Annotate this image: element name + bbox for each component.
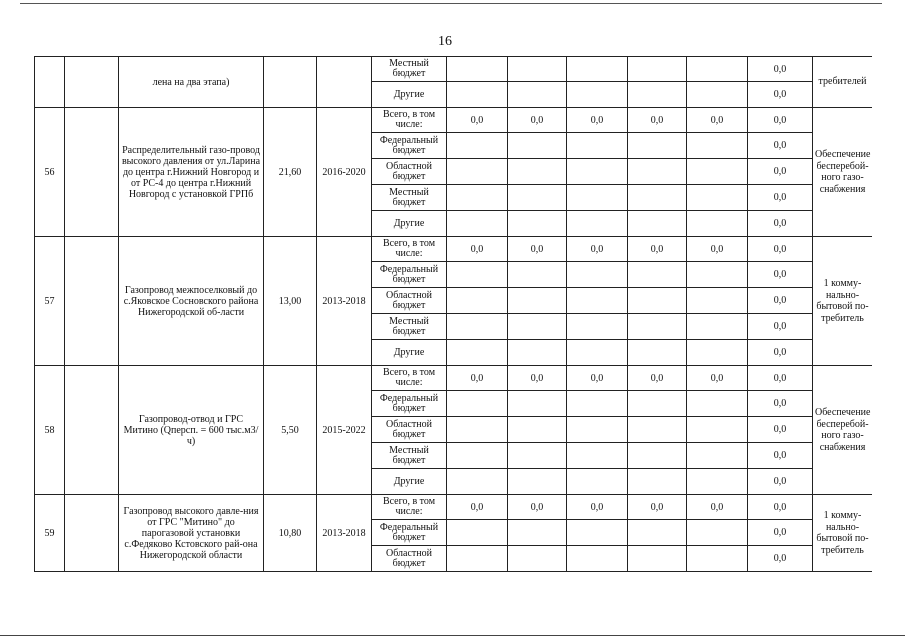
funding-source-cell: Федеральный бюджет xyxy=(372,133,447,159)
value-cell xyxy=(567,391,628,417)
value-cell: 0,0 xyxy=(447,108,508,133)
value-cell: 0,0 xyxy=(687,366,748,391)
value-cell xyxy=(687,469,748,495)
value-cell: 0,0 xyxy=(748,262,813,288)
page-top-edge xyxy=(20,3,882,4)
value-cell xyxy=(628,159,687,185)
value-cell xyxy=(447,262,508,288)
value-cell xyxy=(447,546,508,572)
value-cell xyxy=(628,340,687,366)
value-cell xyxy=(567,520,628,546)
value-cell xyxy=(687,82,748,108)
value-cell xyxy=(447,340,508,366)
value-cell: 0,0 xyxy=(628,366,687,391)
value-cell: 0,0 xyxy=(687,108,748,133)
value-cell xyxy=(447,417,508,443)
value-cell: 0,0 xyxy=(508,108,567,133)
value-cell xyxy=(567,314,628,340)
value-cell xyxy=(628,185,687,211)
length-cell: 10,80 xyxy=(264,495,317,572)
value-cell xyxy=(508,288,567,314)
value-cell xyxy=(687,417,748,443)
value-cell: 0,0 xyxy=(748,417,813,443)
value-cell xyxy=(567,133,628,159)
value-cell xyxy=(687,443,748,469)
value-cell: 0,0 xyxy=(748,443,813,469)
funding-source-cell: Федеральный бюджет xyxy=(372,262,447,288)
blank-cell xyxy=(65,57,119,108)
value-cell xyxy=(628,82,687,108)
effect-note-cell: 1 комму-нально-бытовой по-требитель xyxy=(813,237,873,366)
value-cell xyxy=(447,159,508,185)
value-cell: 0,0 xyxy=(748,237,813,262)
value-cell xyxy=(567,288,628,314)
blank-cell xyxy=(65,237,119,366)
value-cell xyxy=(628,546,687,572)
value-cell xyxy=(687,133,748,159)
funding-source-cell: Местный бюджет xyxy=(372,57,447,82)
funding-source-cell: Другие xyxy=(372,211,447,237)
value-cell xyxy=(508,133,567,159)
funding-source-cell: Федеральный бюджет xyxy=(372,520,447,546)
value-cell xyxy=(628,520,687,546)
value-cell xyxy=(508,185,567,211)
value-cell: 0,0 xyxy=(567,495,628,520)
value-cell xyxy=(447,288,508,314)
value-cell xyxy=(508,391,567,417)
value-cell: 0,0 xyxy=(748,546,813,572)
value-cell: 0,0 xyxy=(748,391,813,417)
funding-source-cell: Всего, в том числе: xyxy=(372,237,447,262)
project-name-cell: Газопровод-отвод и ГРС Митино (Qперсп. = 600 тыс.м3/ч) xyxy=(119,366,264,495)
blank-cell xyxy=(65,495,119,572)
value-cell xyxy=(567,340,628,366)
value-cell xyxy=(687,262,748,288)
value-cell xyxy=(508,211,567,237)
table-row xyxy=(35,366,873,391)
value-cell: 0,0 xyxy=(748,495,813,520)
value-cell: 0,0 xyxy=(447,366,508,391)
value-cell: 0,0 xyxy=(748,520,813,546)
effect-note-cell: Обеспечение бесперебой-ного газо-снабжения xyxy=(813,366,873,495)
value-cell: 0,0 xyxy=(748,108,813,133)
value-cell: 0,0 xyxy=(508,237,567,262)
table-row xyxy=(35,108,873,133)
blank-cell xyxy=(65,366,119,495)
funding-source-cell: Всего, в том числе: xyxy=(372,108,447,133)
value-cell xyxy=(447,314,508,340)
value-cell xyxy=(567,82,628,108)
value-cell xyxy=(687,340,748,366)
value-cell: 0,0 xyxy=(748,314,813,340)
value-cell xyxy=(567,57,628,82)
effect-note-cell: Обеспечение бесперебой-ного газо-снабжения xyxy=(813,108,873,237)
value-cell: 0,0 xyxy=(508,366,567,391)
value-cell xyxy=(447,185,508,211)
value-cell: 0,0 xyxy=(748,133,813,159)
period-cell: 2016-2020 xyxy=(317,108,372,237)
table-row xyxy=(35,57,873,82)
value-cell xyxy=(508,314,567,340)
value-cell: 0,0 xyxy=(447,237,508,262)
value-cell: 0,0 xyxy=(567,108,628,133)
value-cell: 0,0 xyxy=(748,211,813,237)
value-cell xyxy=(567,262,628,288)
value-cell: 0,0 xyxy=(567,366,628,391)
value-cell: 0,0 xyxy=(687,237,748,262)
value-cell xyxy=(687,288,748,314)
value-cell xyxy=(508,57,567,82)
length-cell: 5,50 xyxy=(264,366,317,495)
table-row xyxy=(35,495,873,520)
value-cell xyxy=(508,340,567,366)
value-cell: 0,0 xyxy=(447,495,508,520)
value-cell xyxy=(628,57,687,82)
value-cell xyxy=(628,262,687,288)
page-bottom-edge xyxy=(0,635,905,636)
period-cell: 2015-2022 xyxy=(317,366,372,495)
value-cell xyxy=(508,417,567,443)
funding-source-cell: Местный бюджет xyxy=(372,443,447,469)
value-cell: 0,0 xyxy=(687,495,748,520)
value-cell xyxy=(628,443,687,469)
value-cell: 0,0 xyxy=(628,237,687,262)
funding-source-cell: Областной бюджет xyxy=(372,288,447,314)
funding-source-cell: Областной бюджет xyxy=(372,417,447,443)
period-cell: 2013-2018 xyxy=(317,495,372,572)
length-cell xyxy=(264,57,317,108)
project-name-cell: лена на два этапа) xyxy=(119,57,264,108)
value-cell xyxy=(508,262,567,288)
project-name-cell: Газопровод межпоселковый до с.Яковское Сосновского района Нижегородской об-ласти xyxy=(119,237,264,366)
project-name-cell: Газопровод высокого давле-ния от ГРС "Митино" до парогазовой установки с.Федяково Кстовского рай-она Нижегородской области xyxy=(119,495,264,572)
investment-table-container xyxy=(34,56,872,572)
value-cell xyxy=(447,82,508,108)
length-cell: 21,60 xyxy=(264,108,317,237)
value-cell: 0,0 xyxy=(748,340,813,366)
row-number-cell xyxy=(35,57,65,108)
value-cell xyxy=(447,211,508,237)
value-cell xyxy=(628,133,687,159)
funding-source-cell: Местный бюджет xyxy=(372,185,447,211)
value-cell: 0,0 xyxy=(567,237,628,262)
value-cell xyxy=(567,211,628,237)
investment-table xyxy=(34,56,872,572)
value-cell xyxy=(687,57,748,82)
funding-source-cell: Всего, в том числе: xyxy=(372,366,447,391)
value-cell xyxy=(508,546,567,572)
value-cell xyxy=(447,57,508,82)
value-cell xyxy=(687,159,748,185)
value-cell xyxy=(628,314,687,340)
value-cell xyxy=(567,417,628,443)
value-cell xyxy=(687,185,748,211)
value-cell: 0,0 xyxy=(748,469,813,495)
value-cell xyxy=(628,417,687,443)
value-cell: 0,0 xyxy=(748,288,813,314)
row-number-cell: 59 xyxy=(35,495,65,572)
value-cell xyxy=(567,469,628,495)
value-cell xyxy=(447,443,508,469)
value-cell xyxy=(508,443,567,469)
table-row xyxy=(35,237,873,262)
value-cell xyxy=(567,546,628,572)
value-cell: 0,0 xyxy=(628,108,687,133)
table-body xyxy=(35,57,873,572)
value-cell xyxy=(508,82,567,108)
value-cell xyxy=(447,469,508,495)
value-cell: 0,0 xyxy=(628,495,687,520)
value-cell xyxy=(447,133,508,159)
value-cell: 0,0 xyxy=(748,366,813,391)
value-cell xyxy=(687,211,748,237)
project-name-cell: Распределительный газо-провод высокого давления от ул.Ларина до центра г.Нижний Новгород и от РС-4 до центра г.Нижний Новгород с установкой ГРПб xyxy=(119,108,264,237)
value-cell: 0,0 xyxy=(748,82,813,108)
row-number-cell: 58 xyxy=(35,366,65,495)
value-cell xyxy=(687,546,748,572)
value-cell: 0,0 xyxy=(748,185,813,211)
page-number: 16 xyxy=(438,34,452,49)
row-number-cell: 57 xyxy=(35,237,65,366)
row-number-cell: 56 xyxy=(35,108,65,237)
funding-source-cell: Федеральный бюджет xyxy=(372,391,447,417)
value-cell xyxy=(628,288,687,314)
effect-note-cell: 1 комму-нально-бытовой по-требитель xyxy=(813,495,873,572)
value-cell xyxy=(628,211,687,237)
funding-source-cell: Другие xyxy=(372,82,447,108)
period-cell xyxy=(317,57,372,108)
value-cell: 0,0 xyxy=(508,495,567,520)
value-cell xyxy=(508,159,567,185)
effect-note-cell: требителей xyxy=(813,57,873,108)
value-cell xyxy=(687,391,748,417)
value-cell xyxy=(508,520,567,546)
value-cell xyxy=(508,469,567,495)
value-cell xyxy=(447,391,508,417)
value-cell xyxy=(687,520,748,546)
funding-source-cell: Всего, в том числе: xyxy=(372,495,447,520)
funding-source-cell: Областной бюджет xyxy=(372,159,447,185)
funding-source-cell: Местный бюджет xyxy=(372,314,447,340)
period-cell: 2013-2018 xyxy=(317,237,372,366)
value-cell xyxy=(447,520,508,546)
funding-source-cell: Областной бюджет xyxy=(372,546,447,572)
value-cell xyxy=(567,159,628,185)
value-cell xyxy=(628,391,687,417)
value-cell xyxy=(687,314,748,340)
value-cell: 0,0 xyxy=(748,57,813,82)
value-cell xyxy=(567,185,628,211)
length-cell: 13,00 xyxy=(264,237,317,366)
value-cell xyxy=(628,469,687,495)
funding-source-cell: Другие xyxy=(372,469,447,495)
blank-cell xyxy=(65,108,119,237)
value-cell: 0,0 xyxy=(748,159,813,185)
value-cell xyxy=(567,443,628,469)
funding-source-cell: Другие xyxy=(372,340,447,366)
